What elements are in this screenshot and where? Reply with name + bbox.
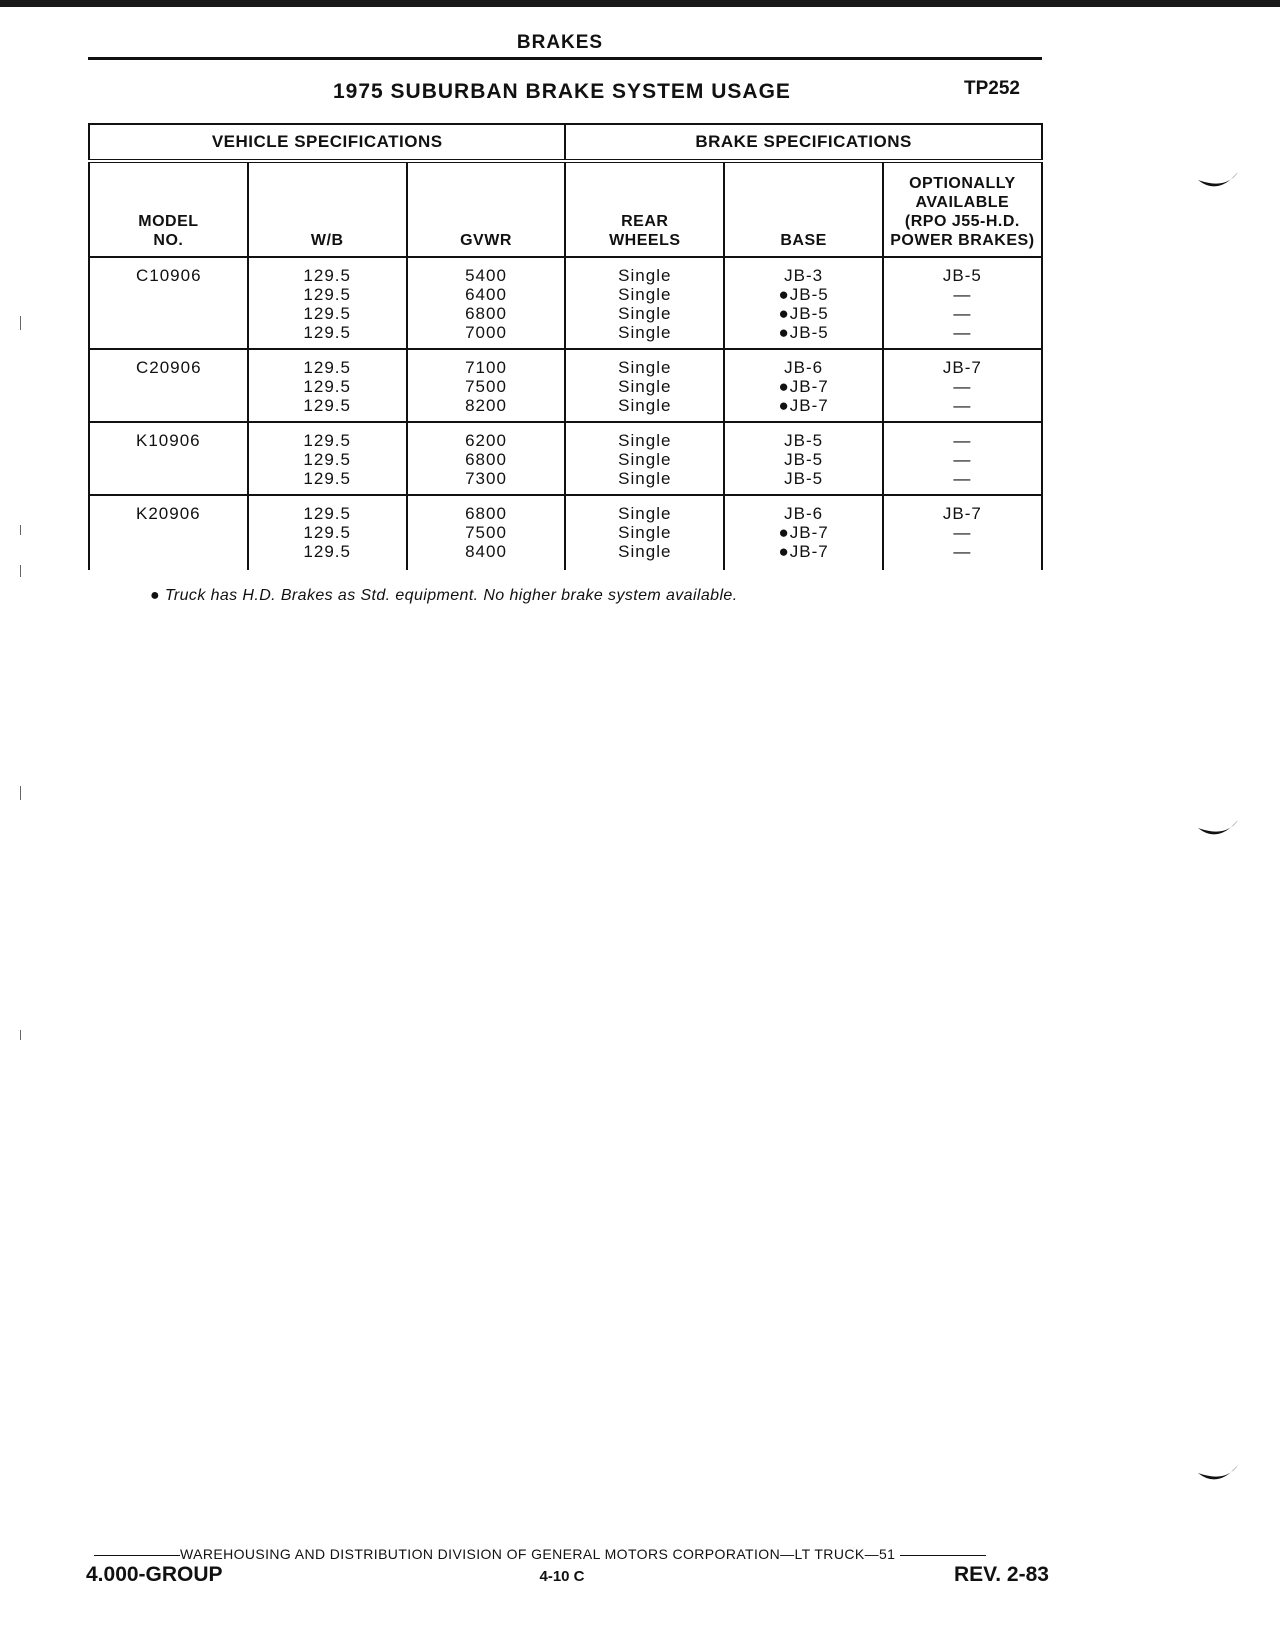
footer-page-number: 4-10 C	[539, 1568, 585, 1585]
brake-specifications-header: BRAKE SPECIFICATIONS	[565, 124, 1041, 161]
document-code: TP252	[964, 78, 1020, 99]
gvwr-cell: 6800 7500 8400	[407, 495, 566, 570]
gvwr-cell: 7100 7500 8200	[407, 349, 566, 422]
footer-rule	[94, 1555, 180, 1556]
base-cell: JB-3 ●JB-5 ●JB-5 ●JB-5	[724, 257, 883, 349]
column-header-rear-wheels: REAR WHEELS	[565, 161, 724, 257]
model-cell: C10906	[89, 257, 248, 349]
binder-hole-mark-icon	[1196, 1463, 1240, 1485]
vehicle-specifications-header: VEHICLE SPECIFICATIONS	[89, 124, 565, 161]
column-header-model: MODEL NO.	[89, 161, 248, 257]
wb-cell: 129.5 129.5 129.5	[248, 422, 407, 495]
page-top-edge	[0, 0, 1280, 7]
base-cell: JB-6 ●JB-7 ●JB-7	[724, 349, 883, 422]
binder-hole-mark-icon	[1196, 818, 1240, 840]
document-title: 1975 SUBURBAN BRAKE SYSTEM USAGE	[333, 80, 791, 103]
model-cell: K20906	[89, 495, 248, 570]
table-footnote: ● Truck has H.D. Brakes as Std. equipment. No higher brake system available.	[150, 587, 738, 604]
optional-cell: JB-7 — —	[883, 495, 1042, 570]
footer-rule	[900, 1555, 986, 1556]
scan-mark	[20, 1030, 21, 1040]
scan-mark	[20, 525, 21, 535]
table-row	[89, 422, 1042, 495]
scan-mark	[20, 565, 21, 577]
footer-group: 4.000-GROUP	[86, 1563, 223, 1586]
model-cell: K10906	[89, 422, 248, 495]
base-cell: JB-6 ●JB-7 ●JB-7	[724, 495, 883, 570]
table-row	[89, 349, 1042, 422]
gvwr-cell: 5400 6400 6800 7000	[407, 257, 566, 349]
rear-wheels-cell: Single Single Single	[565, 422, 724, 495]
rear-wheels-cell: Single Single Single Single	[565, 257, 724, 349]
wb-cell: 129.5 129.5 129.5	[248, 495, 407, 570]
table-row	[89, 257, 1042, 349]
footer-division-line	[94, 1546, 1054, 1562]
wb-cell: 129.5 129.5 129.5 129.5	[248, 257, 407, 349]
footer-revision: REV. 2-83	[954, 1563, 1049, 1586]
binder-hole-mark-icon	[1196, 170, 1240, 192]
column-header-optional: OPTIONALLY AVAILABLE (RPO J55-H.D. POWER BRAKES)	[883, 161, 1042, 257]
rear-wheels-cell: Single Single Single	[565, 349, 724, 422]
optional-cell: — — —	[883, 422, 1042, 495]
section-title: BRAKES	[516, 32, 604, 53]
brake-usage-table	[88, 123, 1043, 570]
column-header-wb: W/B	[248, 161, 407, 257]
table-row	[89, 495, 1042, 570]
scan-mark	[20, 316, 21, 330]
scan-mark	[20, 786, 21, 800]
footer-division: WAREHOUSING AND DISTRIBUTION DIVISION OF GENERAL MOTORS CORPORATION—LT TRUCK—51	[180, 1546, 896, 1562]
model-cell: C20906	[89, 349, 248, 422]
rear-wheels-cell: Single Single Single	[565, 495, 724, 570]
column-header-gvwr: GVWR	[407, 161, 566, 257]
wb-cell: 129.5 129.5 129.5	[248, 349, 407, 422]
gvwr-cell: 6200 6800 7300	[407, 422, 566, 495]
section-rule	[88, 57, 1042, 60]
base-cell: JB-5 JB-5 JB-5	[724, 422, 883, 495]
optional-cell: JB-5 — — —	[883, 257, 1042, 349]
optional-cell: JB-7 — —	[883, 349, 1042, 422]
column-header-base: BASE	[724, 161, 883, 257]
